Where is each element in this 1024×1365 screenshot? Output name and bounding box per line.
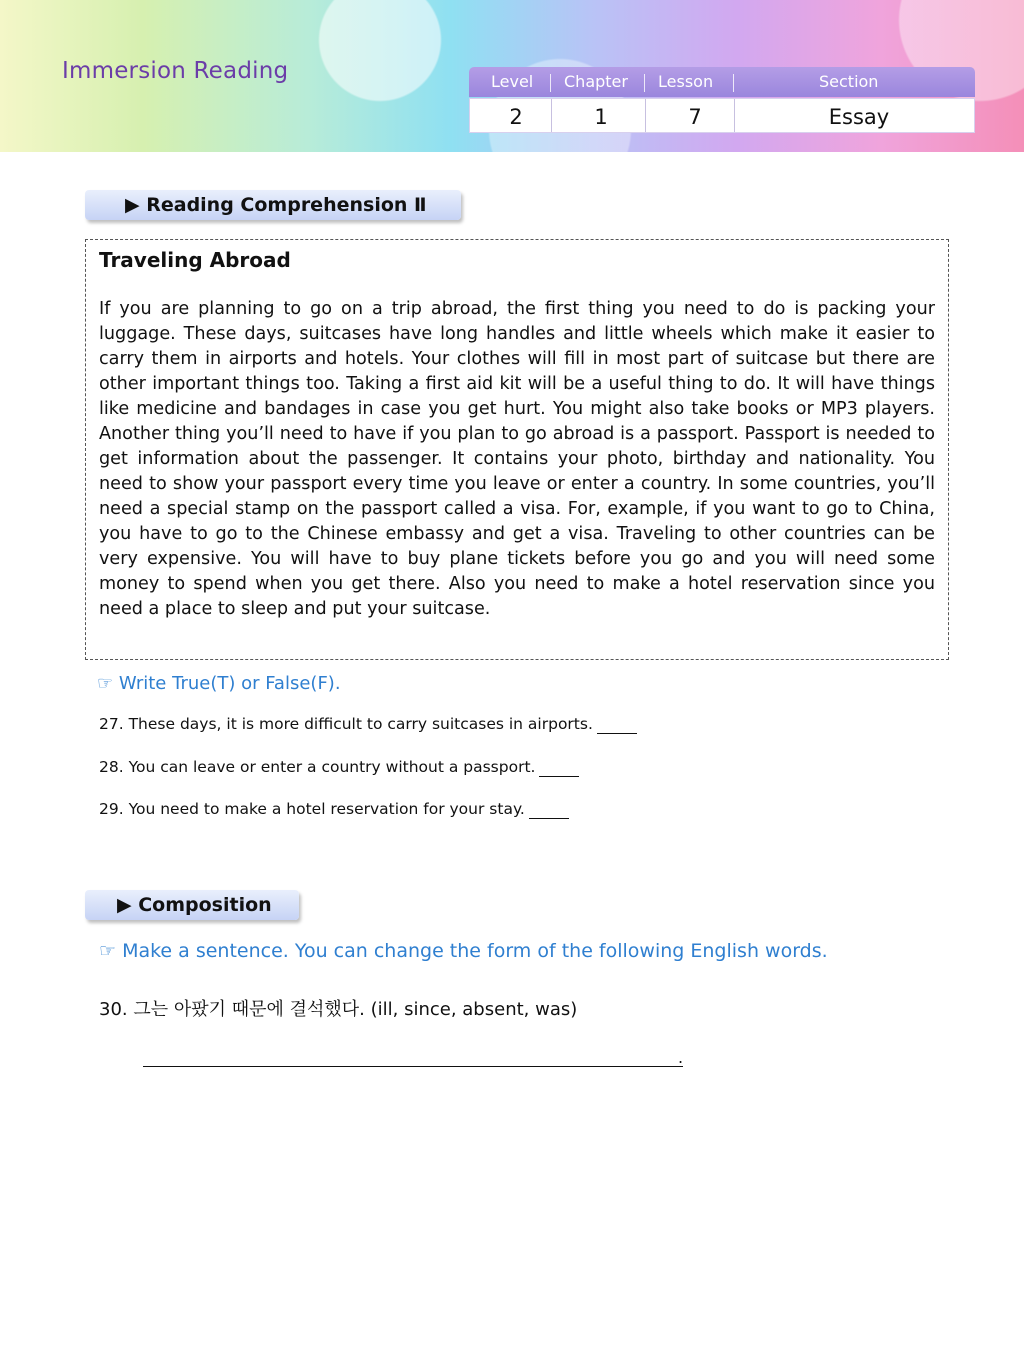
section-label: ▶ Composition <box>117 894 272 916</box>
passage-body: If you are planning to go on a trip abroad, the first thing you need to do is packing your luggage. These days, suitcases have long handles and little wheels which make it easier to carry them in airports and hotels. Your clothes will fill in most part of suitcase but there are other important things too. Taking a first aid kit will be a useful thing to do. It will have things like medicine and bandages in case you get hurt. You might also take books or MP3 players. Another thing you’ll need to have if you plan to go abroad is a passport. Passport is needed to get information about the passenger. It contains your photo, birthday and nationality. You need to show your passport every time you leave or enter a country. In some countries, you’ll need a special stamp on the passport called a visa. For, example, if you want to go to China, you have to go to the Chinese embassy and get a visa. Traveling to other countries can be very expensive. You will have to buy plane tickets before you go and you will need some money to spend when you get there. Also you need to make a hotel reservation since you need a place to sleep and put your suitcase. <box>99 299 935 619</box>
answer-blank[interactable] <box>597 715 637 734</box>
passage-title: Traveling Abroad <box>99 248 291 272</box>
level-value: 2 <box>509 105 523 129</box>
chapter-value: 1 <box>594 105 608 129</box>
column-level: Level <box>491 72 534 91</box>
composition-instruction: ☞ Make a sentence. You can change the form of the following English words. <box>99 940 828 962</box>
lesson-info-table <box>469 67 975 133</box>
true-false-instruction: ☞ Write True(T) or False(F). <box>97 673 341 694</box>
header-divider <box>644 74 645 92</box>
column-lesson: Lesson <box>658 72 714 91</box>
question-text: 27. These days, it is more difficult to carry suitcases in airports. <box>99 715 593 733</box>
section-value: Essay <box>828 105 890 129</box>
brand-title: Immersion Reading <box>62 58 289 84</box>
column-chapter: Chapter <box>564 72 628 91</box>
answer-blank[interactable] <box>529 800 569 819</box>
column-section: Section <box>819 72 879 91</box>
composition-tab <box>85 890 299 920</box>
answer-line[interactable] <box>143 1066 683 1067</box>
value-divider <box>734 99 735 132</box>
reading-comprehension-tab <box>85 190 461 220</box>
header-divider <box>733 74 734 92</box>
question-29 <box>99 800 569 819</box>
question-30: 30. 그는 아팠기 때문에 결석했다. (ill, since, absent, was) <box>99 999 578 1020</box>
lesson-info-header <box>469 67 975 97</box>
question-28 <box>99 758 579 777</box>
lesson-value: 7 <box>688 105 702 129</box>
header-banner <box>0 0 1024 152</box>
question-text: 28. You can leave or enter a country without a passport. <box>99 758 536 776</box>
section-label: ▶ Reading Comprehension Ⅱ <box>125 194 427 216</box>
value-divider <box>645 99 646 132</box>
lesson-info-values <box>469 98 975 133</box>
reading-passage-box <box>85 239 949 660</box>
question-27 <box>99 715 637 734</box>
answer-period: . <box>678 1048 684 1067</box>
answer-blank[interactable] <box>539 758 579 777</box>
question-text: 29. You need to make a hotel reservation for your stay. <box>99 800 525 818</box>
header-divider <box>550 74 551 92</box>
value-divider <box>551 99 552 132</box>
